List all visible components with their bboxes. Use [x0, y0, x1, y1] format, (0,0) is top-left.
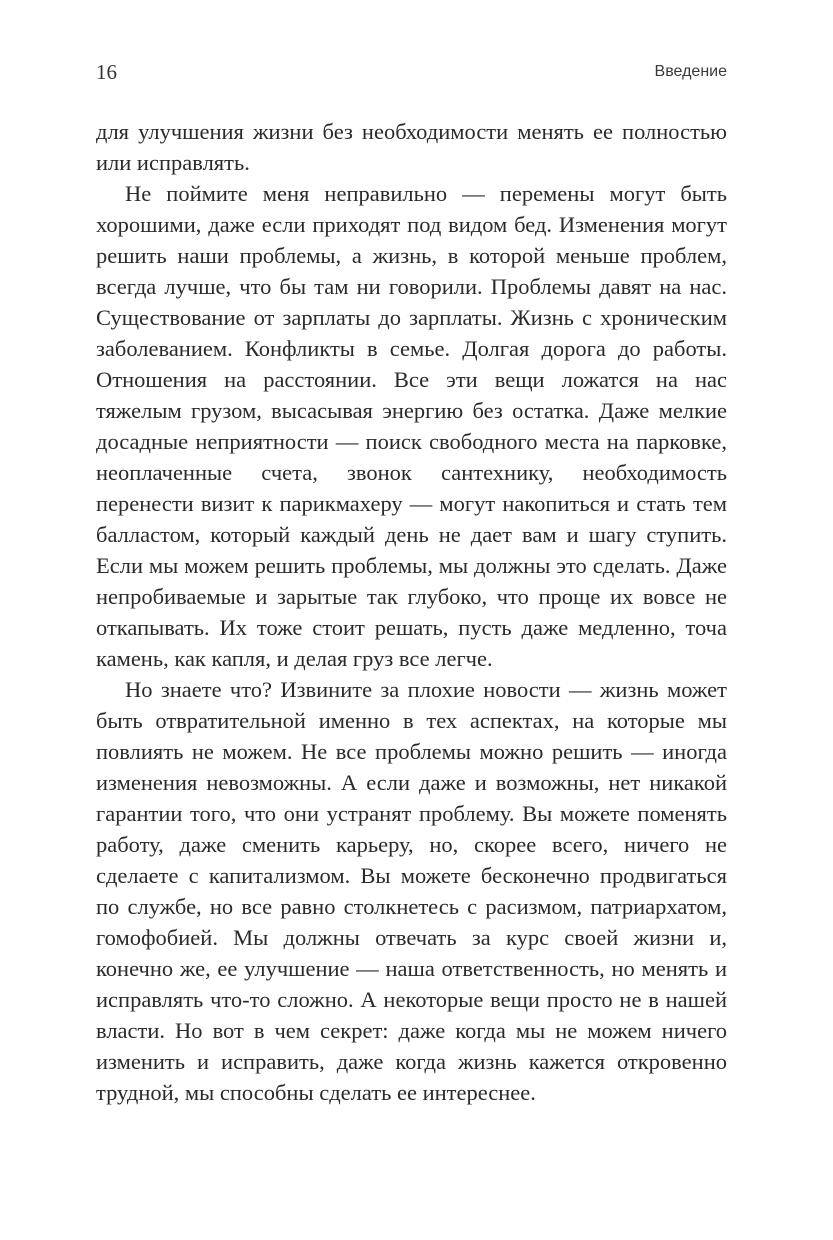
paragraph: Не поймите меня неправильно — перемены могут быть хорошими, даже если приходят под видом бед. Изменения могут решить наши проблемы, а жизнь, в которой меньше проблем, всегда лучше, что бы там ни говорили. Проблемы давят на нас. Существование от зарплаты до зарплаты. Жизнь с хроническим заболеванием. Конфликты в семье. Долгая дорога до работы. Отношения на расстоянии. Все эти вещи ложатся на нас тяжелым грузом, высасывая энергию без остатка. Даже мелкие досадные неприятности — поиск свободного места на парковке, неоплаченные счета, звонок сантехнику, необходимость перенести визит к парикмахеру — могут накопиться и стать тем балластом, который каждый день не дает вам и шагу ступить. Если мы можем решить проблемы, мы должны это сделать. Даже непробиваемые и зарытые так глубоко, что проще их вовсе не откапывать. Их тоже стоит решать, пусть даже медленно, точа камень, как капля, и делая груз все легче. — [96, 181, 727, 671]
running-header — [96, 60, 727, 88]
page-number: 16 — [96, 60, 117, 84]
body-text — [96, 116, 727, 1108]
paragraph: Но знаете что? Извините за плохие новости — жизнь может быть отвратительной именно в тех аспектах, на которые мы повлиять не можем. Не все проблемы можно решить — иногда изменения невозможны. А если даже и возможны, нет никакой гарантии того, что они устранят проблему. Вы можете поменять работу, даже сменить карьеру, но, скорее всего, ничего не сделаете с капитализмом. Вы можете бесконечно продвигаться по службе, но все равно столкнетесь с расизмом, патриархатом, гомофобией. Мы должны отвечать за курс своей жизни и, конечно же, ее улучшение — наша ответственность, но менять и исправлять что-то сложно. А некоторые вещи просто не в нашей власти. Но вот в чем секрет: даже когда мы не можем ничего изменить и исправить, даже когда жизнь кажется откровенно трудной, мы способны сделать ее интереснее. — [96, 677, 727, 1105]
section-title: Введение — [654, 63, 727, 80]
paragraph-continuation: для улучшения жизни без необходимости менять ее полностью или исправлять. — [96, 119, 727, 175]
